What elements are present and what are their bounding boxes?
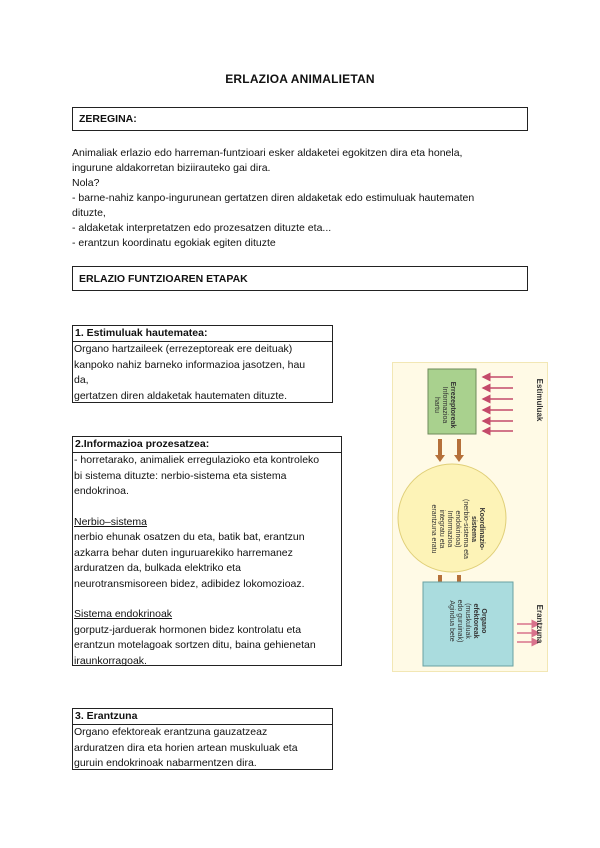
- section-estimuluak: [72, 325, 333, 403]
- coord-text-line: Informazioa: [446, 510, 453, 548]
- coord-text-line: sistema: [470, 515, 477, 543]
- section-3-heading: 3. Erantzuna: [73, 709, 332, 725]
- zeregina-line: - aldaketak interpretatzen edo prozesatzen dituzte eta...: [72, 222, 332, 234]
- etapak-heading-box: [72, 266, 528, 291]
- section-2-line: endokrinoa.: [74, 485, 129, 497]
- flow-arrow: [435, 439, 445, 462]
- section-3-line: Organo efektoreak erantzuna gauzatzeaz: [74, 726, 268, 738]
- zeregina-line: Nola?: [72, 177, 100, 189]
- coord-text-line: integratu eta: [438, 509, 445, 549]
- section-2-line: neurotransmisoreen bidez, adibidez lokomozioaz.: [74, 577, 305, 590]
- section-1-line: da,: [74, 374, 89, 386]
- section-1-line: kanpoko nahiz barneko informazioa jasotzen, hau: [74, 358, 306, 371]
- coordination-label: [429, 484, 485, 574]
- coord-text-line: Koordinazio-: [478, 507, 485, 551]
- section-prozesatzea: [72, 436, 342, 666]
- flow-arrow: [454, 439, 464, 462]
- effector-text-line: Agindua bete: [448, 600, 455, 642]
- section-2-line: gorputz-jarduerak hormonen bidez kontrolatu eta: [74, 623, 302, 636]
- section-2-line: bi sistema dituzte: nerbio-sistema eta sistema: [74, 469, 287, 482]
- section-1-line: gertatzen diren aldaketak hautematen dituzte.: [74, 389, 288, 402]
- section-1-heading: 1. Estimuluak hautematea:: [73, 326, 332, 342]
- nerbio-sistema-title: Nerbio–sistema: [74, 515, 147, 528]
- section-1-line: Organo hartzaileek (errezeptoreak ere deituak): [74, 343, 293, 355]
- section-2-heading: 2.Informazioa prozesatzea:: [73, 437, 341, 453]
- sistema-endokrinoa-title: Sistema endokrinoak: [74, 608, 173, 620]
- section-2-line: erantzun motelagoak sortzen ditu, baina gehienetan: [74, 639, 316, 651]
- receptor-label: [432, 373, 456, 437]
- coord-text-line: (nerbio-sistema eta: [462, 499, 469, 559]
- section-3-line: guruin endokrinoak nabarmentzen dira.: [74, 757, 257, 769]
- zeregina-heading: ZEREGINA:: [79, 113, 137, 125]
- section-erantzuna: [72, 708, 333, 770]
- section-3-line: arduratzen dira eta horien artean muskuluak eta: [74, 741, 298, 754]
- effector-label: [447, 585, 487, 657]
- zeregina-line: dituzte,: [72, 207, 106, 219]
- erantzuna-label: Erantzuna: [535, 604, 544, 644]
- zeregina-line: - erantzun koordinatu egokiak egiten dituzte: [72, 237, 276, 249]
- effector-text-line: Organo: [480, 608, 487, 634]
- effector-text-line: efektoreak: [472, 603, 479, 639]
- receptor-text-line: hartu: [433, 397, 440, 413]
- effector-text-line: (muskuluak: [464, 603, 471, 639]
- section-2-line: arduratzen da, bulkada elektriko eta: [74, 562, 241, 574]
- coord-text-line: erantzuna eratu: [430, 504, 437, 554]
- section-2-line: - horretarako, animaliek erregulazioko eta kontroleko: [74, 454, 320, 466]
- relation-diagram: [392, 362, 548, 672]
- coord-text-line: endokrinoa): [454, 510, 461, 548]
- page-title: ERLAZIOA ANIMALIETAN: [225, 72, 375, 86]
- effector-text-line: edo guruinak): [456, 599, 463, 643]
- section-2-line: iraunkorragoak.: [74, 654, 147, 667]
- zeregina-line: ingurune aldakorretan biziirauteko gai dira.: [72, 162, 271, 174]
- etapak-heading: ERLAZIO FUNTZIOAREN ETAPAK: [79, 273, 248, 285]
- section-2-line: nerbio ehunak osatzen du eta, batik bat, erantzun: [74, 531, 305, 543]
- receptor-text-line: Informazioa: [441, 386, 448, 424]
- zeregina-heading-box: [72, 107, 528, 131]
- zeregina-line: - barne-nahiz kanpo-ingurunean gertatzen diren aldaketak edo estimuluak hautematen: [72, 192, 475, 204]
- zeregina-text: [72, 146, 532, 251]
- zeregina-line: Animaliak erlazio edo harreman-funtzioari esker aldaketei egokitzen dira eta honela,: [72, 147, 463, 159]
- section-2-line: azkarra behar duten inguruarekiko harremanez: [74, 546, 293, 559]
- receptor-text-line: Errezeptoreak: [449, 381, 456, 429]
- estimuluak-label: Estimuluak: [535, 378, 544, 422]
